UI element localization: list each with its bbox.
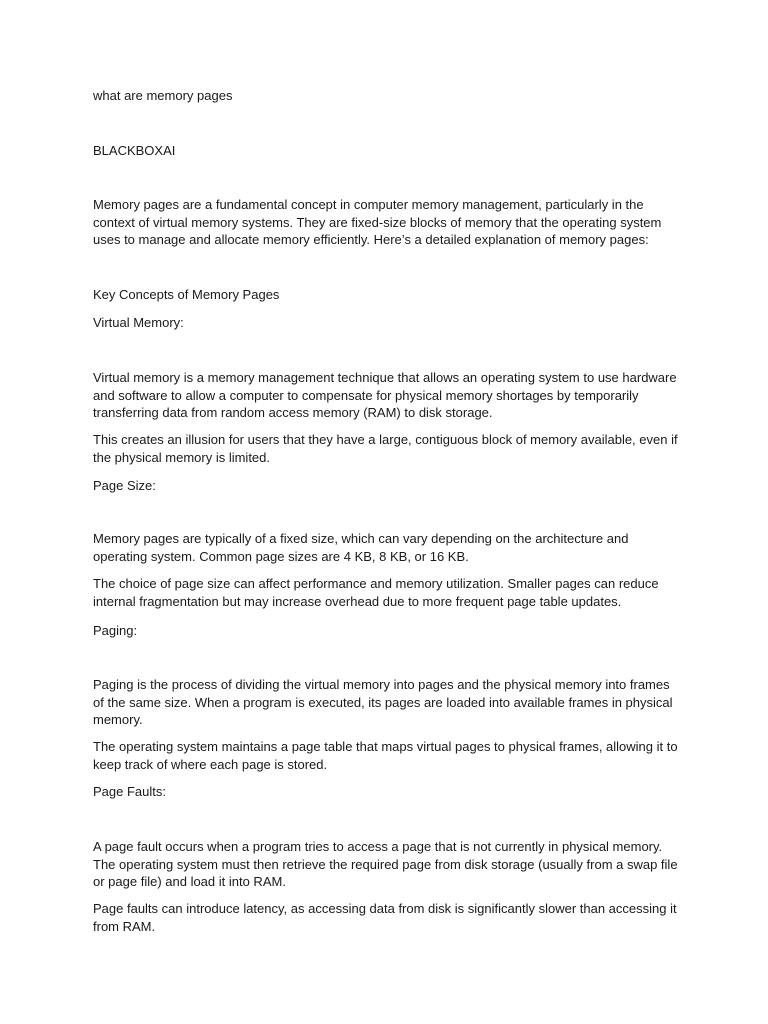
intro-paragraph: Memory pages are a fundamental concept in computer memory management, particularly in the context of virtual memory systems. They are fixed-size blocks of memory that the operating system uses to manage and allocate memory efficiently. Here’s a detailed explanation of memory pages: [93, 197, 662, 247]
page-size-heading: Page Size: [93, 478, 156, 493]
virtual-memory-heading: Virtual Memory: [93, 315, 184, 330]
user-query: what are memory pages [93, 88, 233, 103]
response-source-label: BLACKBOXAI [93, 143, 176, 158]
key-concepts-heading: Key Concepts of Memory Pages [93, 287, 280, 302]
page-size-paragraph-1: Memory pages are typically of a fixed size, which can vary depending on the architecture and operating system. Common page sizes are 4 KB, 8 KB, or 16 KB. [93, 531, 629, 564]
page-faults-heading: Page Faults: [93, 784, 166, 799]
page-faults-paragraph-1: A page fault occurs when a program tries to access a page that is not currently in physical memory. The operating system must then retrieve the required page from disk storage (usually from a swap file or page file) and load it into RAM. [93, 839, 678, 889]
paging-paragraph-2: The operating system maintains a page table that maps virtual pages to physical frames, allowing it to keep track of where each page is stored. [93, 739, 678, 772]
paging-paragraph-1: Paging is the process of dividing the virtual memory into pages and the physical memory into frames of the same size. When a program is executed, its pages are loaded into available frames in physical memory. [93, 677, 673, 727]
page-size-paragraph-2: The choice of page size can affect performance and memory utilization. Smaller pages can reduce internal fragmentation but may increase overhead due to more frequent page table updates. [93, 576, 659, 609]
virtual-memory-paragraph-1: Virtual memory is a memory management technique that allows an operating system to use hardware and software to allow a computer to compensate for physical memory shortages by temporarily transferring data from random access memory (RAM) to disk storage. [93, 370, 677, 420]
page-faults-paragraph-2: Page faults can introduce latency, as accessing data from disk is significantly slower than accessing it from RAM. [93, 901, 677, 934]
virtual-memory-paragraph-2: This creates an illusion for users that they have a large, contiguous block of memory available, even if the physical memory is limited. [93, 432, 678, 465]
paging-heading: Paging: [93, 623, 138, 638]
